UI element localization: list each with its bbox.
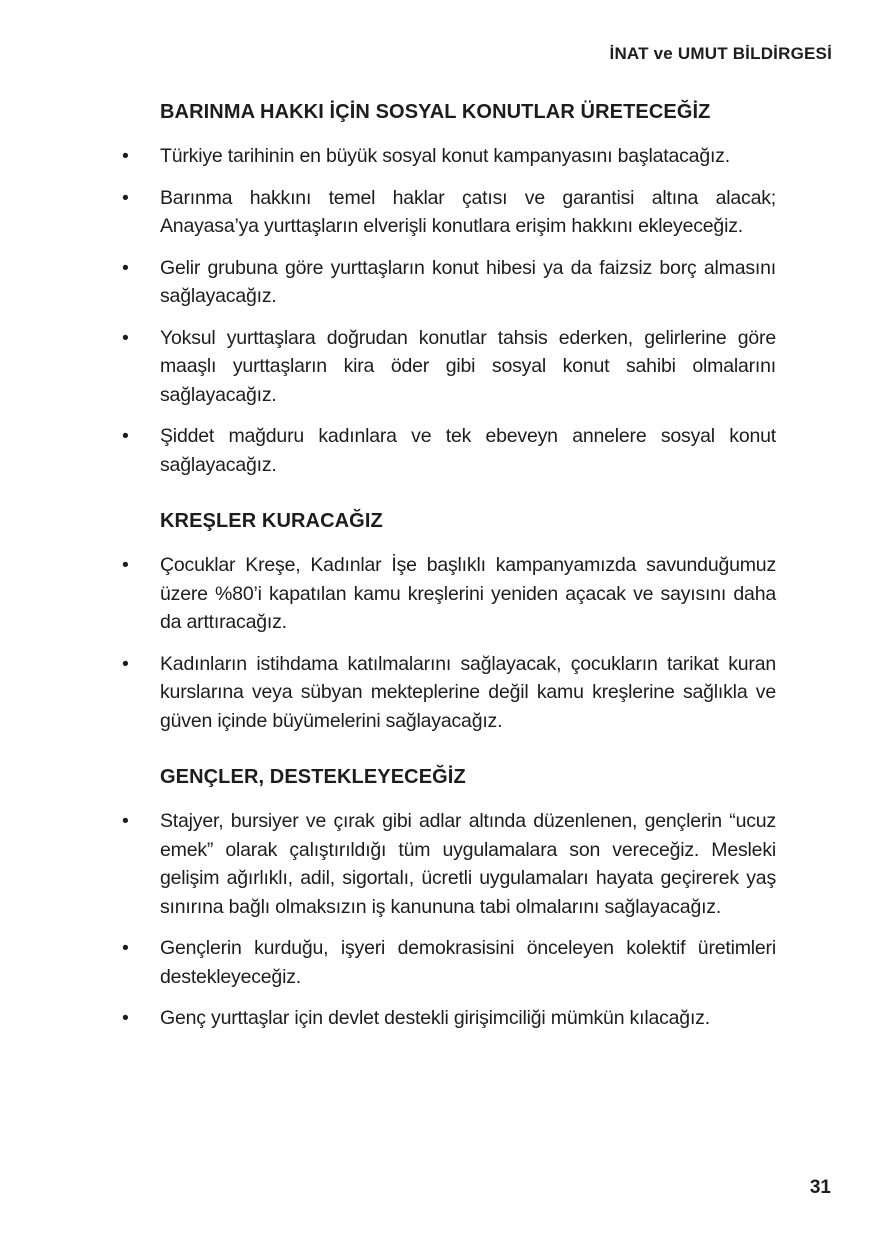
bullet-dot-icon: • — [122, 145, 129, 167]
bullet-dot-icon: • — [122, 326, 129, 349]
bullet-item — [122, 551, 776, 637]
bullet-text: Gelir grubuna göre yurttaşların konut hibesi ya da faizsiz borç almasını sağlayacağız. — [160, 256, 776, 307]
bullet-list — [122, 551, 776, 735]
section — [122, 509, 776, 735]
bullet-list — [122, 142, 776, 479]
bullet-dot-icon: • — [122, 1007, 129, 1029]
bullet-item — [122, 650, 776, 736]
bullet-dot-icon: • — [122, 554, 129, 576]
running-header: İNAT ve UMUT BİLDİRGESİ — [609, 44, 832, 63]
bullet-dot-icon: • — [122, 186, 129, 209]
bullet-text: Kadınların istihdama katılmalarını sağlayacak, çocukların tarikat kuran kurslarına veya sübyan mekteplerine değil kamu kreşlerine sağlıkla ve güven içinde büyümelerini sağlayacağız. — [160, 652, 776, 732]
bullet-text: Çocuklar Kreşe, Kadınlar İşe başlıklı kampanyamızda savunduğumuz üzere %80’i kapatılan kamu kreşlerini yeniden açacak ve sayısını daha da arttıracağız. — [160, 554, 776, 633]
bullet-text: Gençlerin kurduğu, işyeri demokrasisini önceleyen kolektif üretimleri destekleyeceğiz. — [160, 937, 776, 988]
bullet-text: Stajyer, bursiyer ve çırak gibi adlar altında düzenlenen, gençlerin “ucuz emek” olarak çalıştırıldığı tüm uygulamalara son vereceğiz. Mesleki gelişim ağırlıklı, adil, sigortalı, ücretli uygulamaları hayata geçirerek yaş sınırına bağlı olmaksızın iş kanununa tabi olmalarını sağlayacağız. — [160, 810, 776, 918]
bullet-dot-icon: • — [122, 810, 129, 832]
bullet-dot-icon: • — [122, 652, 129, 675]
bullet-dot-icon: • — [122, 256, 129, 279]
bullet-item — [122, 142, 776, 171]
bullet-item — [122, 324, 776, 410]
section-heading: BARINMA HAKKI İÇİN SOSYAL KONUTLAR ÜRETECEĞİZ — [160, 101, 711, 123]
content — [122, 100, 776, 1033]
bullet-item — [122, 807, 776, 921]
section-heading: GENÇLER, DESTEKLEYECEĞİZ — [160, 766, 466, 788]
bullet-text: Genç yurttaşlar için devlet destekli girişimciliği mümkün kılacağız. — [160, 1007, 710, 1029]
bullet-text: Yoksul yurttaşlara doğrudan konutlar tahsis ederken, gelirlerine göre maaşlı yurttaşların kira öder gibi sosyal konut sahibi olmalarını sağlayacağız. — [160, 326, 776, 406]
bullet-item — [122, 184, 776, 241]
bullet-item — [122, 934, 776, 991]
bullet-item — [122, 422, 776, 479]
bullet-text: Türkiye tarihinin en büyük sosyal konut kampanyasını başlatacağız. — [160, 145, 730, 167]
page-number: 31 — [809, 1177, 831, 1198]
section-heading: KREŞLER KURACAĞIZ — [160, 510, 383, 532]
section — [122, 100, 776, 479]
bullet-item — [122, 1004, 776, 1033]
bullet-dot-icon: • — [122, 425, 129, 447]
section — [122, 765, 776, 1033]
bullet-item — [122, 254, 776, 311]
bullet-text: Şiddet mağduru kadınlara ve tek ebeveyn annelere sosyal konut sağlayacağız. — [160, 425, 776, 476]
bullet-dot-icon: • — [122, 937, 129, 959]
bullet-text: Barınma hakkını temel haklar çatısı ve garantisi altına alacak; Anayasa’ya yurttaşların elverişli konutlara erişim hakkını ekleyeceğiz. — [160, 186, 776, 237]
bullet-list — [122, 807, 776, 1033]
